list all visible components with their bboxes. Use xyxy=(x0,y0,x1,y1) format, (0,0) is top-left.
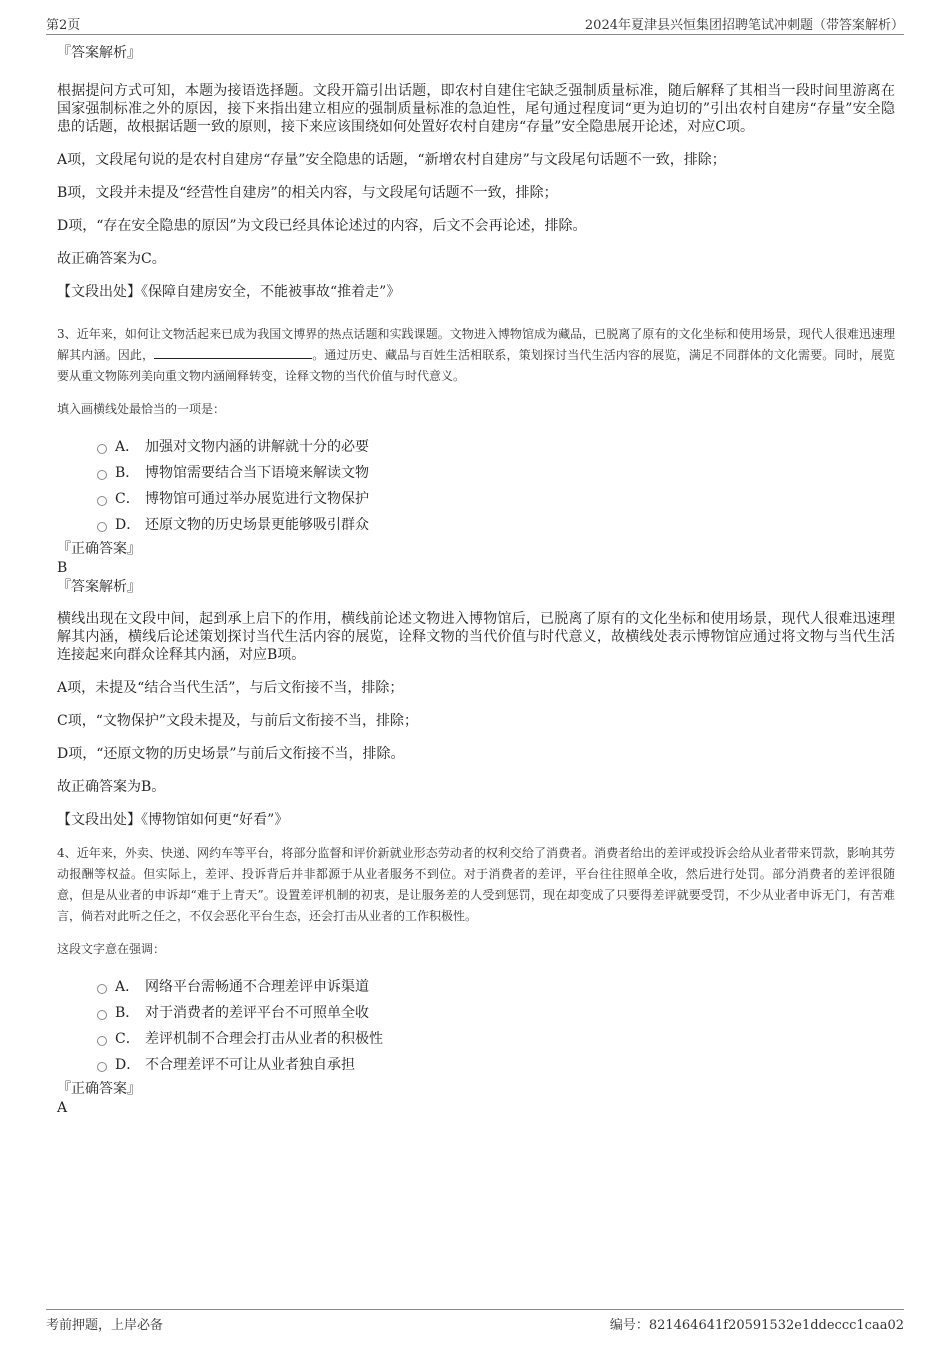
question-4-options xyxy=(57,974,895,1078)
question-3-stem xyxy=(57,324,895,387)
option-letter: A． xyxy=(115,439,140,455)
answer-value: B xyxy=(57,560,68,576)
option-text: 不合理差评不可让从业者独自承担 xyxy=(145,1057,355,1073)
radio-icon[interactable] xyxy=(97,496,107,506)
stem-before-blank: 3、近年来，如何让文物活起来已成为我国文博界的热点话题和实践课题。文物进入博物馆成为藏品，已脱离了原有的文化坐标和使用场景，现代人很难迅速理解其内涵。因此， xyxy=(57,327,895,362)
stem-after-blank: 。通过历史、藏品与百姓生活相联系，策划探讨当代生活内容的展览，满足不同群体的文化需要。同时，展览要从重文物陈列美向重文物内涵阐释转变，诠释文物的当代价值与时代意义。 xyxy=(57,348,895,383)
option-text: 博物馆可通过举办展览进行文物保护 xyxy=(145,491,369,507)
document-title: 2024年夏津县兴恒集团招聘笔试冲刺题（带答案解析） xyxy=(584,18,904,33)
conclusion: 故正确答案为C。 xyxy=(57,251,166,267)
answer-value: A xyxy=(57,1100,68,1116)
option-text: 还原文物的历史场景更能够吸引群众 xyxy=(145,517,369,533)
option-letter: C． xyxy=(115,1031,140,1047)
radio-icon[interactable] xyxy=(97,984,107,994)
option-letter: A． xyxy=(115,979,140,995)
option-d[interactable] xyxy=(57,1052,895,1078)
page-footer xyxy=(46,1309,904,1333)
radio-icon[interactable] xyxy=(97,470,107,480)
option-c[interactable] xyxy=(57,1026,895,1052)
question-3-prompt: 填入画横线处最恰当的一项是： xyxy=(57,402,226,416)
option-a[interactable] xyxy=(57,434,895,460)
radio-icon[interactable] xyxy=(97,1010,107,1020)
document-body xyxy=(57,44,895,1118)
fill-blank xyxy=(154,346,312,359)
radio-icon[interactable] xyxy=(97,444,107,454)
analysis-option-a: A项，文段尾句说的是农村自建房“存量”安全隐患的话题，“新增农村自建房”与文段尾句话题不一致，排除； xyxy=(57,152,726,168)
option-text: 博物馆需要结合当下语境来解读文物 xyxy=(145,465,369,481)
answer-label: 『正确答案』 xyxy=(57,1081,141,1097)
analysis-paragraph: 根据提问方式可知，本题为接语选择题。文段开篇引出话题，即农村自建住宅缺乏强制质量标准，随后解释了其相当一段时间里游离在国家强制标准之外的原因，接下来指出建立相应的强制质量标准的急迫性，尾句通过程度词“更为迫切的”引出农村自建房“存量”安全隐患的话题，故根据话题一致的原则，接下来应该围绕如何处置好农村自建房“存量”安全隐患展开论述，对应C项。 xyxy=(57,83,895,135)
answer-label: 『正确答案』 xyxy=(57,541,141,557)
option-letter: B． xyxy=(115,465,140,481)
source: 【文段出处】《保障自建房安全，不能被事故“推着走”》 xyxy=(57,284,401,300)
conclusion: 故正确答案为B。 xyxy=(57,779,166,795)
analysis-paragraph: 横线出现在文段中间，起到承上启下的作用，横线前论述文物进入博物馆后，已脱离了原有的文化坐标和使用场景，现代人很难迅速理解其内涵，横线后论述策划探讨当代生活内容的展览，诠释文物的当代价值与时代意义，故横线处表示博物馆应通过将文物与当代生活连接起来向群众诠释其内涵，对应B项。 xyxy=(57,611,895,663)
question-4-stem: 4、近年来，外卖、快递、网约车等平台，将部分监督和评价新就业形态劳动者的权利交给了消费者。消费者给出的差评或投诉会给从业者带来罚款，影响其劳动报酬等权益。但实际上，差评、投诉背后并非都源于从业者服务不到位。对于消费者的差评，平台往往照单全收，然后进行处罚。部分消费者的差评很随意，但是从业者的申诉却“难于上青天”。设置差评机制的初衷，是让服务差的人受到惩罚，现在却变成了只要得差评就要受罚，不少从业者申诉无门，有苦难言，倘若对此听之任之，不仅会恶化平台生态，还会打击从业者的工作积极性。 xyxy=(57,846,895,923)
option-text: 差评机制不合理会打击从业者的积极性 xyxy=(145,1031,383,1047)
analysis-label: 『答案解析』 xyxy=(57,579,141,595)
source: 【文段出处】《博物馆如何更“好看”》 xyxy=(57,812,289,828)
radio-icon[interactable] xyxy=(97,1036,107,1046)
option-text: 加强对文物内涵的讲解就十分的必要 xyxy=(145,439,369,455)
option-c[interactable] xyxy=(57,486,895,512)
option-b[interactable] xyxy=(57,460,895,486)
option-letter: D． xyxy=(115,517,141,533)
option-letter: C． xyxy=(115,491,140,507)
option-letter: D． xyxy=(115,1057,141,1073)
question-4-prompt: 这段文字意在强调： xyxy=(57,942,166,956)
page-number: 第2页 xyxy=(46,18,81,33)
option-text: 网络平台需畅通不合理差评申诉渠道 xyxy=(145,979,369,995)
analysis-option-d: D项，“存在安全隐患的原因”为文段已经具体论述过的内容，后文不会再论述，排除。 xyxy=(57,218,587,234)
option-letter: B． xyxy=(115,1005,140,1021)
option-a[interactable] xyxy=(57,974,895,1000)
analysis-label: 『答案解析』 xyxy=(57,45,141,61)
page-header xyxy=(46,14,904,35)
option-d[interactable] xyxy=(57,512,895,538)
analysis-option-b: B项，文段并未提及“经营性自建房”的相关内容，与文段尾句话题不一致，排除； xyxy=(57,185,558,201)
radio-icon[interactable] xyxy=(97,522,107,532)
analysis-option-c: C项，“文物保护”文段未提及，与前后文衔接不当，排除； xyxy=(57,713,419,729)
radio-icon[interactable] xyxy=(97,1062,107,1072)
option-b[interactable] xyxy=(57,1000,895,1026)
analysis-option-a: A项，未提及“结合当代生活”，与后文衔接不当，排除； xyxy=(57,680,404,696)
footer-slogan: 考前押题，上岸必备 xyxy=(46,1318,164,1333)
analysis-option-d: D项，“还原文物的历史场景”与前后文衔接不当，排除。 xyxy=(57,746,405,762)
document-code: 编号：821464641f20591532e1ddeccc1caa02 xyxy=(609,1318,904,1333)
option-text: 对于消费者的差评平台不可照单全收 xyxy=(145,1005,369,1021)
question-3-options xyxy=(57,434,895,538)
